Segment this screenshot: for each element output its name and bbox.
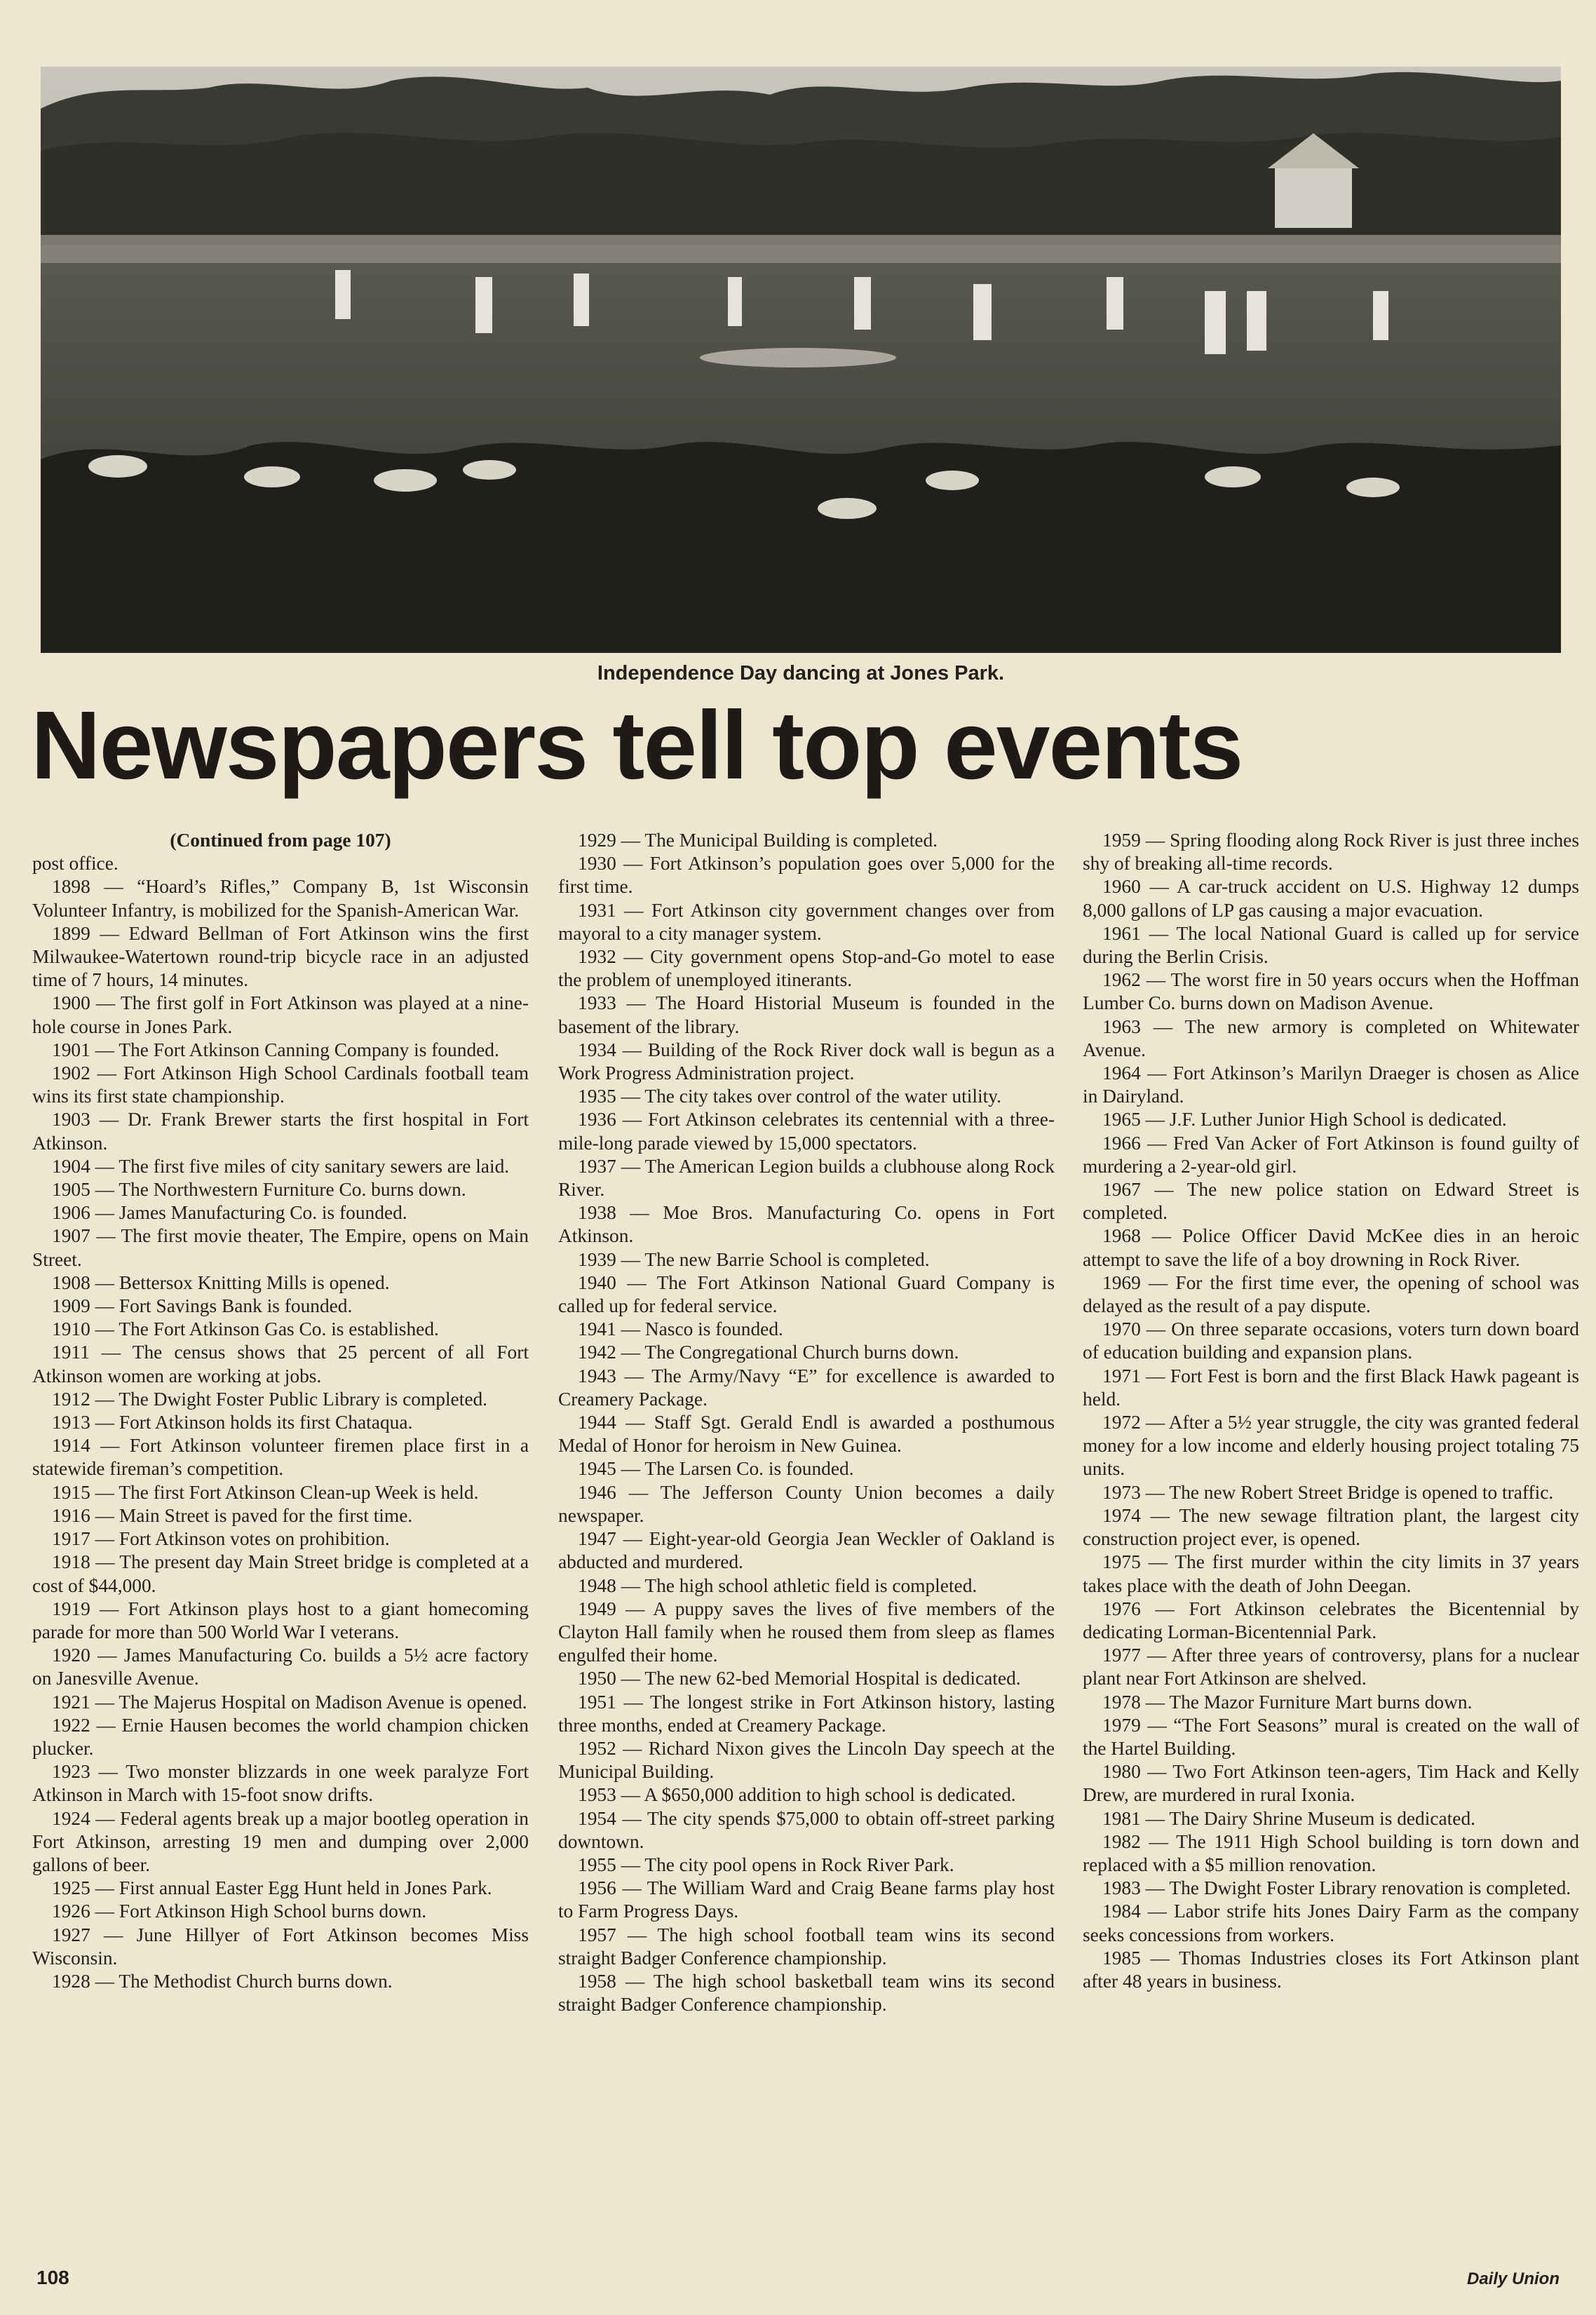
timeline-entry: 1941 — Nasco is founded. [578,1318,783,1340]
timeline-entry: 1916 — Main Street is paved for the first time. [52,1504,413,1526]
timeline-entry: 1915 — The first Fort Atkinson Clean-up Week is held. [52,1481,479,1503]
timeline-entry: 1930 — Fort Atkinson’s population goes over 5,000 for the first time. [558,853,1055,898]
article-column-3 [1083,829,1579,1993]
timeline-entry: 1964 — Fort Atkinson’s Marilyn Draeger is chosen as Alice in Dairyland. [1083,1062,1579,1107]
timeline-entry: 1978 — The Mazor Furniture Mart burns down. [1102,1691,1473,1713]
timeline-entry: 1970 — On three separate occasions, voters turn down board of education building and expansion plans. [1083,1318,1579,1363]
timeline-entry: 1975 — The first murder within the city limits in 37 years takes place with the death of John Deegan. [1083,1551,1579,1596]
timeline-entry: 1926 — Fort Atkinson High School burns down. [52,1901,427,1922]
timeline-entry: 1972 — After a 5½ year struggle, the city was granted federal money for a low income and elderly housing project totaling 75 units. [1083,1412,1579,1480]
timeline-entry: 1958 — The high school basketball team wins its second straight Badger Conference championship. [558,1970,1055,2016]
timeline-entry: 1909 — Fort Savings Bank is founded. [52,1295,353,1317]
timeline-entry: 1917 — Fort Atkinson votes on prohibition. [52,1528,390,1550]
timeline-entry: 1923 — Two monster blizzards in one week paralyze Fort Atkinson in March with 15-foot snow drifts. [32,1761,529,1806]
timeline-entry: 1957 — The high school football team wins its second straight Badger Conference championship. [558,1924,1055,1969]
timeline-entry: 1924 — Federal agents break up a major bootleg operation in Fort Atkinson, arresting 19 men and dumping over 2,000 gallons of beer. [32,1807,529,1875]
timeline-entry: 1974 — The new sewage filtration plant, the largest city construction project ever, is opened. [1083,1504,1579,1550]
timeline-entry: post office. [32,853,119,875]
timeline-entry: 1976 — Fort Atkinson celebrates the Bicentennial by dedicating Lorman-Bicentennial Park. [1083,1598,1579,1642]
timeline-entry: 1906 — James Manufacturing Co. is founded. [52,1202,407,1224]
timeline-entry: 1948 — The high school athletic field is completed. [578,1574,978,1596]
timeline-entry: 1984 — Labor strife hits Jones Dairy Farm as the company seeks concessions from workers. [1083,1901,1579,1945]
timeline-entry: 1971 — Fort Fest is born and the first Black Hawk pageant is held. [1083,1365,1579,1410]
timeline-entry: 1954 — The city spends $75,000 to obtain off-street parking downtown. [558,1807,1055,1852]
timeline-entry: 1938 — Moe Bros. Manufacturing Co. opens in Fort Atkinson. [558,1202,1055,1247]
continued-note: (Continued from page 107) [170,830,391,851]
timeline-entry: 1931 — Fort Atkinson city government changes over from mayoral to a city manager system. [558,899,1055,944]
timeline-entry: 1956 — The William Ward and Craig Beane farms play host to Farm Progress Days. [558,1877,1055,1922]
timeline-entry: 1979 — “The Fort Seasons” mural is created on the wall of the Hartel Building. [1083,1714,1579,1759]
timeline-entry: 1911 — The census shows that 25 percent of all Fort Atkinson women are working at jobs. [32,1342,529,1386]
timeline-entry: 1925 — First annual Easter Egg Hunt held in Jones Park. [52,1877,492,1899]
timeline-entry: 1903 — Dr. Frank Brewer starts the first hospital in Fort Atkinson. [32,1109,529,1154]
timeline-entry: 1955 — The city pool opens in Rock River Park. [578,1854,954,1875]
timeline-entry: 1912 — The Dwight Foster Public Library is completed. [52,1388,488,1410]
headline: Newspapers tell top events [31,691,1243,799]
timeline-entry: 1945 — The Larsen Co. is founded. [578,1458,854,1480]
timeline-entry: 1927 — June Hillyer of Fort Atkinson becomes Miss Wisconsin. [32,1924,529,1969]
timeline-entry: 1919 — Fort Atkinson plays host to a giant homecoming parade for more than 500 World War I veterans. [32,1598,529,1642]
timeline-entry: 1899 — Edward Bellman of Fort Atkinson wins the first Milwaukee-Watertown round-trip bicycle race in an adjusted time of 7 hours, 14 minutes. [32,922,529,991]
article-column-1 [32,829,529,1993]
timeline-entry: 1922 — Ernie Hausen becomes the world champion chicken plucker. [32,1714,529,1759]
timeline-entry: 1965 — J.F. Luther Junior High School is dedicated. [1102,1109,1507,1130]
article-column-2 [558,829,1055,2016]
timeline-entry: 1936 — Fort Atkinson celebrates its centennial with a three-mile-long parade viewed by 15,000 spectators. [558,1109,1055,1154]
timeline-entry: 1959 — Spring flooding along Rock River is just three inches shy of breaking all-time records. [1083,830,1579,875]
timeline-entry: 1905 — The Northwestern Furniture Co. burns down. [52,1179,466,1201]
timeline-entry: 1960 — A car-truck accident on U.S. Highway 12 dumps 8,000 gallons of LP gas causing a major evacuation. [1083,876,1579,921]
timeline-entry: 1942 — The Congregational Church burns down. [578,1342,959,1363]
timeline-entry: 1921 — The Majerus Hospital on Madison Avenue is opened. [52,1691,527,1713]
jones-park-photo [41,67,1561,653]
timeline-entry: 1951 — The longest strike in Fort Atkinson history, lasting three months, ended at Creamery Package. [558,1691,1055,1736]
timeline-entry: 1929 — The Municipal Building is completed. [578,830,938,851]
timeline-entry: 1952 — Richard Nixon gives the Lincoln Day speech at the Municipal Building. [558,1737,1055,1783]
timeline-entry: 1963 — The new armory is completed on Whitewater Avenue. [1083,1015,1579,1060]
timeline-entry: 1933 — The Hoard Historial Museum is founded in the basement of the library. [558,992,1055,1037]
timeline-entry: 1920 — James Manufacturing Co. builds a 5½ acre factory on Janesville Avenue. [32,1645,529,1689]
timeline-entry: 1914 — Fort Atkinson volunteer firemen place first in a statewide fireman’s competition. [32,1435,529,1480]
timeline-entry: 1937 — The American Legion builds a clubhouse along Rock River. [558,1155,1055,1201]
timeline-entry: 1900 — The first golf in Fort Atkinson was played at a nine-hole course in Jones Park. [32,992,529,1037]
timeline-entry: 1932 — City government opens Stop-and-Go motel to ease the problem of unemployed itinerants. [558,946,1055,991]
timeline-entry: 1908 — Bettersox Knitting Mills is opened. [52,1271,390,1293]
timeline-entry: 1940 — The Fort Atkinson National Guard Company is called up for federal service. [558,1271,1055,1317]
timeline-entry: 1967 — The new police station on Edward Street is completed. [1083,1179,1579,1224]
timeline-entry: 1943 — The Army/Navy “E” for excellence is awarded to Creamery Package. [558,1365,1055,1410]
timeline-entry: 1928 — The Methodist Church burns down. [52,1970,393,1992]
timeline-entry: 1973 — The new Robert Street Bridge is opened to traffic. [1102,1481,1554,1503]
timeline-entry: 1904 — The first five miles of city sanitary sewers are laid. [52,1155,510,1177]
timeline-entry: 1981 — The Dairy Shrine Museum is dedicated. [1102,1807,1475,1829]
timeline-entry: 1985 — Thomas Industries closes its Fort Atkinson plant after 48 years in business. [1083,1947,1579,1992]
timeline-entry: 1969 — For the first time ever, the opening of school was delayed as the result of a pay dispute. [1083,1271,1579,1317]
timeline-entry: 1983 — The Dwight Foster Library renovation is completed. [1102,1877,1571,1899]
page-number: 108 [36,2267,69,2288]
timeline-entry: 1968 — Police Officer David McKee dies in an heroic attempt to save the life of a boy drowning in Rock River. [1083,1225,1579,1270]
timeline-entry: 1977 — After three years of controversy, plans for a nuclear plant near Fort Atkinson are shelved. [1083,1645,1579,1689]
timeline-entry: 1910 — The Fort Atkinson Gas Co. is established. [52,1318,439,1340]
timeline-entry: 1982 — The 1911 High School building is torn down and replaced with a $5 million renovation. [1083,1830,1579,1875]
timeline-entry: 1949 — A puppy saves the lives of five members of the Clayton Hall family when he roused them from sleep as flames engulfed their home. [558,1598,1055,1666]
timeline-entry: 1962 — The worst fire in 50 years occurs when the Hoffman Lumber Co. burns down on Madison Avenue. [1083,969,1579,1014]
timeline-entry: 1901 — The Fort Atkinson Canning Company is founded. [52,1039,499,1060]
timeline-entry: 1939 — The new Barrie School is completed. [578,1248,930,1270]
timeline-entry: 1944 — Staff Sgt. Gerald Endl is awarded a posthumous Medal of Honor for heroism in New Guinea. [558,1412,1055,1457]
timeline-entry: 1953 — A $650,000 addition to high school is dedicated. [578,1784,1016,1806]
timeline-entry: 1950 — The new 62-bed Memorial Hospital is dedicated. [578,1668,1021,1689]
timeline-entry: 1907 — The first movie theater, The Empire, opens on Main Street. [32,1225,529,1270]
timeline-entry: 1898 — “Hoard’s Rifles,” Company B, 1st Wisconsin Volunteer Infantry, is mobilized for the Spanish-American War. [32,876,529,921]
timeline-entry: 1918 — The present day Main Street bridge is completed at a cost of $44,000. [32,1551,529,1596]
publication-name: Daily Union [1466,2269,1560,2288]
timeline-entry: 1913 — Fort Atkinson holds its first Chataqua. [52,1412,413,1433]
timeline-entry: 1947 — Eight-year-old Georgia Jean Weckler of Oakland is abducted and murdered. [558,1528,1055,1573]
timeline-entry: 1966 — Fred Van Acker of Fort Atkinson is found guilty of murdering a 2-year-old girl. [1083,1132,1579,1177]
timeline-entry: 1934 — Building of the Rock River dock wall is begun as a Work Progress Administration project. [558,1039,1055,1084]
photo-caption: Independence Day dancing at Jones Park. [597,662,1005,684]
timeline-entry: 1902 — Fort Atkinson High School Cardinals football team wins its first state championship. [32,1062,529,1107]
timeline-entry: 1935 — The city takes over control of the water utility. [578,1086,1001,1107]
timeline-entry: 1946 — The Jefferson County Union becomes a daily newspaper. [558,1481,1055,1526]
timeline-entry: 1961 — The local National Guard is called up for service during the Berlin Crisis. [1083,922,1579,968]
timeline-entry: 1980 — Two Fort Atkinson teen-agers, Tim Hack and Kelly Drew, are murdered in rural Ixonia. [1083,1761,1579,1806]
